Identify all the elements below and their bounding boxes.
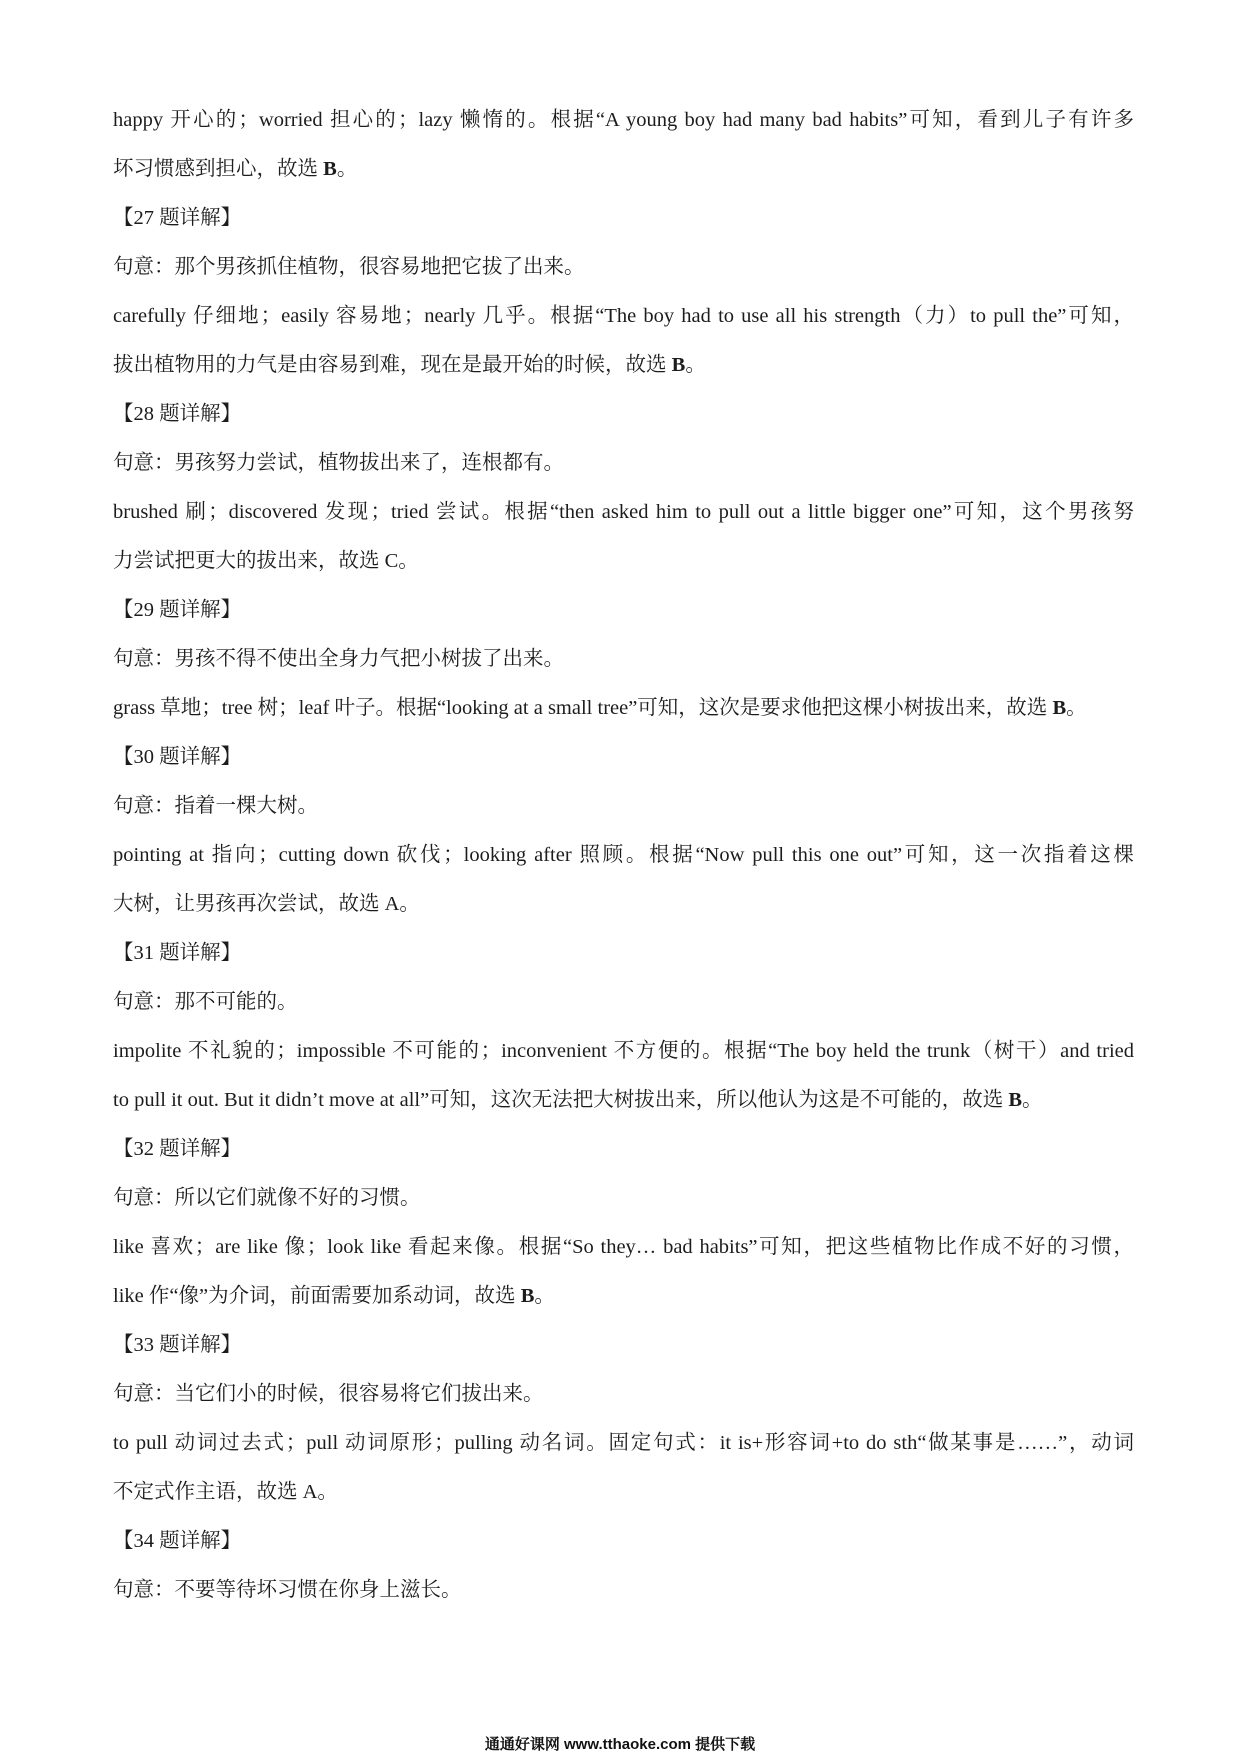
sentence-meaning: 句意：男孩不得不使出全身力气把小树拔了出来。 (113, 648, 564, 670)
section-heading: 【27 题详解】 (113, 207, 242, 229)
section-heading: 【30 题详解】 (113, 746, 242, 768)
text-run: to pull it out. But it didn’t move at all”可知，这次无法把大树拔出来，所以他认为这是不可能的，故选 (113, 1089, 1009, 1111)
continued-paragraph (113, 96, 1134, 194)
explanation-line (113, 1272, 1134, 1321)
sentence-meaning: 句意：不要等待坏习惯在你身上滋长。 (113, 1579, 462, 1601)
text-run: impolite 不礼貌的；impossible 不可能的；inconvenient 不方便的。根据“The boy held the trunk（树干）and tried (113, 1040, 1134, 1062)
section-heading: 【29 题详解】 (113, 599, 242, 621)
answer-letter: B (520, 1285, 535, 1307)
text-run: happy 开心的；worried 担心的；lazy 懒惰的。根据“A young boy had many bad habits”可知，看到儿子有许多 (113, 109, 1134, 131)
text-run: like 作“像”为介词，前面需要加系动词，故选 (113, 1285, 521, 1307)
question-section (113, 390, 1134, 586)
question-section (113, 1321, 1134, 1517)
text-run: grass 草地；tree 树；leaf 叶子。根据“looking at a small tree”可知，这次是要求他把这棵小树拔出来，故选 (113, 697, 1053, 719)
explanation-line (113, 1076, 1134, 1125)
question-section (113, 733, 1134, 929)
text-run: 。 (685, 354, 706, 376)
question-section (113, 1517, 1134, 1615)
text-run: 。 (336, 158, 358, 180)
answer-explanations (113, 96, 1134, 1615)
page-footer: 通通好课网 www.tthaoke.com 提供下载 (484, 1736, 756, 1753)
question-section (113, 1125, 1134, 1321)
explanation-line (113, 292, 1134, 341)
text-run: carefully 仔细地；easily 容易地；nearly 几乎。根据“The boy had to use all his strength（力）to pull the”可知， (113, 305, 1134, 327)
explanation-line (113, 1027, 1134, 1076)
section-heading: 【32 题详解】 (113, 1138, 242, 1160)
answer-letter: B (671, 354, 686, 376)
paragraph-line (113, 145, 1134, 194)
explanation-line (113, 341, 1134, 390)
section-heading: 【31 题详解】 (113, 942, 242, 964)
paragraph-line (113, 96, 1134, 145)
answer-letter: B (1008, 1089, 1023, 1111)
text-run: brushed 刷；discovered 发现；tried 尝试。根据“then asked him to pull out a little bigger one”可知，这个男孩努 (113, 501, 1134, 523)
text-run: 。 (1022, 1089, 1043, 1111)
sentence-meaning: 句意：男孩努力尝试，植物拔出来了，连根都有。 (113, 452, 564, 474)
explanation-line (113, 1223, 1134, 1272)
explanation-line (113, 1419, 1134, 1468)
text-run: 。 (1066, 697, 1087, 719)
text-run: to pull 动词过去式；pull 动词原形；pulling 动名词。固定句式：it is+形容词+to do sth“做某事是……”，动词 (113, 1432, 1134, 1454)
section-heading: 【33 题详解】 (113, 1334, 242, 1356)
text-run: 不定式作主语，故选 A。 (113, 1481, 338, 1503)
text-run: 。 (534, 1285, 555, 1307)
text-run: like 喜欢；are like 像；look like 看起来像。根据“So they… bad habits”可知，把这些植物比作成不好的习惯， (113, 1236, 1134, 1258)
section-heading: 【34 题详解】 (113, 1530, 242, 1552)
explanation-line (113, 684, 1134, 733)
section-heading: 【28 题详解】 (113, 403, 242, 425)
explanation-line (113, 831, 1134, 880)
text-run: 力尝试把更大的拔出来，故选 C。 (113, 550, 419, 572)
question-section (113, 194, 1134, 390)
explanation-line (113, 537, 1134, 586)
sentence-meaning: 句意：所以它们就像不好的习惯。 (113, 1187, 421, 1209)
answer-letter: B (1052, 697, 1067, 719)
explanation-line (113, 880, 1134, 929)
sentence-meaning: 句意：指着一棵大树。 (113, 795, 318, 817)
question-section (113, 586, 1134, 733)
question-section (113, 929, 1134, 1125)
sentence-meaning: 句意：那个男孩抓住植物，很容易地把它拔了出来。 (113, 256, 585, 278)
sentence-meaning: 句意：那不可能的。 (113, 991, 298, 1013)
explanation-line (113, 488, 1134, 537)
text-run: 大树，让男孩再次尝试，故选 A。 (113, 893, 420, 915)
text-run: 拔出植物用的力气是由容易到难，现在是最开始的时候，故选 (113, 354, 672, 376)
explanation-line (113, 1468, 1134, 1517)
text-run: pointing at 指向；cutting down 砍伐；looking after 照顾。根据“Now pull this one out”可知，这一次指着这棵 (113, 844, 1134, 866)
answer-letter: B (323, 158, 337, 180)
text-run: 坏习惯感到担心，故选 (113, 158, 324, 180)
sentence-meaning: 句意：当它们小的时候，很容易将它们拔出来。 (113, 1383, 544, 1405)
